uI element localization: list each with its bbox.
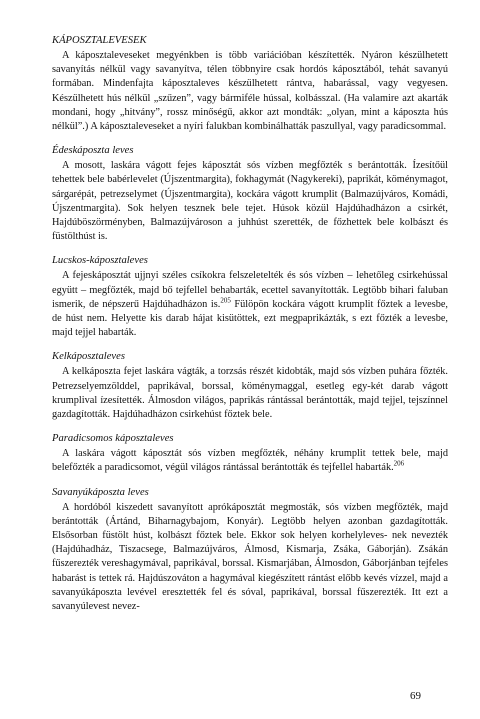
section-title: Savanyúkáposzta leves — [52, 486, 149, 498]
section-paragraph — [52, 269, 448, 340]
page-body — [52, 34, 448, 624]
section-kelkaposztaleves — [52, 350, 448, 422]
section-paragraph: A mosott, laskára vágott fejes káposztát sós vízben megfőzték s berántották. Ízesítőül tehettek bele babérlevelet (Újszentmargita), fokhagymát (Nagykereki), paprikát, köménymagot, sárgarépát, petrezselymet (Újszentmargita), kockára vágott krumplit (Balmazújváros, Komádi, Újszentmargita). Sok helyen tesznek bele tejet. Húsok közül Hajdúhadházon a csirkét, Hajdúböszörményben, Balmazújvároson a juhhúst szerették, de főzhettek bele kolbászt és füstölthúst is. — [52, 160, 448, 243]
section-title: Lucskos-káposztaleves — [52, 255, 148, 267]
footnote-marker: 205 — [220, 296, 231, 305]
paragraph-text: A laskára vágott káposztát sós vízben megfőzték, néhány krumplit tettek bele, majd belefőzték a paradicsomot, végül világos rántással berántották és tejfellel habarták. — [52, 448, 448, 474]
section-paragraph — [52, 447, 448, 475]
section-savanyukaposzta-leves — [52, 486, 448, 615]
section-paragraph: A káposztaleveseket megyénkben is több variációban készítették. Nyáron készülhetett savanyítás nélkül vagy savanyítva, télen többnyire csak hordós káposztából, tehát savanyú formában. Mindenfajta káposztaleves készülhetett rántva, habarással, vagy vegyesen. Készülhetett hús nélkül „szűzen”, vagy bármiféle hússal, kolbásszal. (Ha valamire azt akarták mondani, hogy „hitvány”, rossz minőségű, akkor azt mondták: „olyan, mint a káposzta hús nélkül”.) A káposztaleveseket a nyíri falukban kombinálhatták paszullyal, vagy paradicsommal. — [52, 50, 448, 133]
section-paradicsomos-kaposztaleves — [52, 432, 448, 475]
section-title: KÁPOSZTALEVESEK — [52, 35, 147, 46]
page-number: 69 — [410, 690, 421, 702]
section-title: Édeskáposzta leves — [52, 145, 134, 157]
section-paragraph: A kelkáposzta fejet laskára vágták, a torzsás részét kidobták, majd sós vízben puhára főzték. Petrezselyemzölddel, paprikával, borssal, köménymaggal, esetleg egy-két darab vágott krumplival ízesítették. Álmosdon világos, paprikás rántással berántották, majd tejjel, tejszínnel gazdagították. Hajdúhadházon csirkehúst főztek bele. — [52, 366, 448, 421]
section-edeskaposzta-leves — [52, 144, 448, 244]
section-title: Paradicsomos káposztaleves — [52, 433, 174, 445]
paragraph-text: A fejeskáposztát ujjnyi széles csíkokra felszeletelték és sós vízben – lehetőleg csirkehússal együtt – megfőzték, majd bő tejfellel behabarták, ecettel savanyították. Legtöbb bihari faluban ismerik, de népszerű Hajdúhadházon is. — [52, 270, 448, 310]
paragraph-text-continued: Fülöpön kockára vágott krumplit főztek a levesbe, de húst nem. Helyette kis darab hájat kisütöttek, ezt megpaprikázták, s ezt főzték a levesbe, majd tejjel habarták. — [52, 298, 448, 339]
section-kaposztalevesek — [52, 34, 448, 134]
footnote-marker: 206 — [393, 460, 405, 469]
section-title: Kelkáposztaleves — [52, 351, 125, 363]
section-paragraph: A hordóból kiszedett savanyított aprókáposztát megmosták, sós vízben megfőzték, majd berántották (Ártánd, Biharnagybajom, Konyár). Legtöbb helyen azonban gazdagították. Elsősorban füstölt húst, kolbászt főztek bele. Ekkor sok helyen korhelyleves- nek nevezték (Hajdúhadház, Tiszacsege, Balmazújváros, Álmosd, Kismarja, Zsáka, Gáborján). Zsákán fűszerezték vereshagymával, paprikával, borssal. Kismarjában, Álmosdon, Gáborjánban tejfeles habarást is tettek rá. Hajdúszováton a hagymával kiegészített rántást előbb kevés vízzel, majd a savanyúkáposzta levével eresztették fel és sóval, paprikával, borssal fűszerezték. Itt ezt a savanyúlevest nevez- — [52, 501, 448, 613]
section-lucskos-kaposztaleves — [52, 254, 448, 340]
